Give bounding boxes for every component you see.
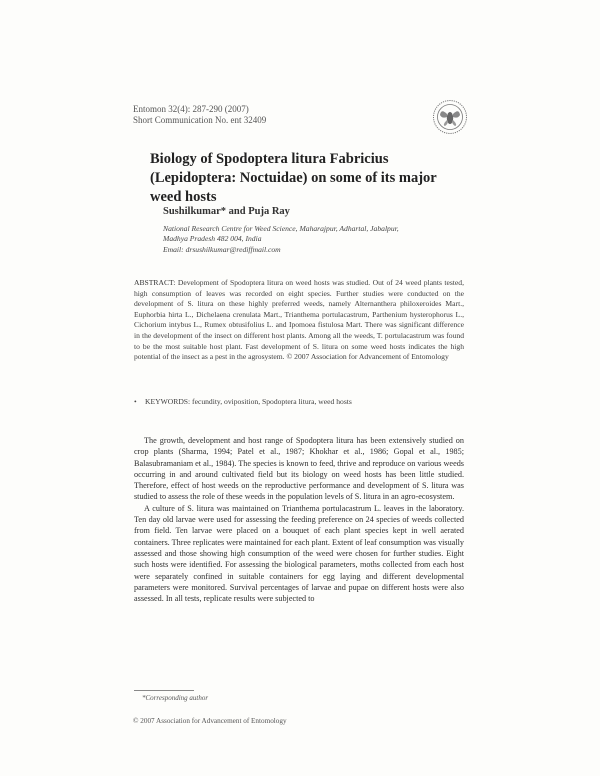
keywords-label: KEYWORDS: xyxy=(145,397,191,406)
affiliation xyxy=(163,224,463,255)
keywords-bullet: • xyxy=(134,397,137,406)
keywords xyxy=(145,397,465,407)
abstract-text: Development of Spodoptera litura on weed hosts was studied. Out of 24 weed plants tested, high consumption of leaves was recorded on eight species. Further studies were conducted on the development of S. litura on these highly preferred weeds, namely Alternanthera philoxeroides Mart., Euphorbia hirta L., Dichelaena crenulata Mart., Trianthema portulacastrum, Parthenium hysterophorus L., Cichorium intybus L., Rumex obtusifolius L. and Ipomoea fistulosa Mart. There was significant difference in the development of the insect on different host plants. Among all the weeds, T. portulacastrum was found to be the most suitable host plant. Fast development of S. litura on some weed hosts indicates the high potential of the insect as a pest in the agrosystem. xyxy=(134,278,464,362)
keywords-text: fecundity, oviposition, Spodoptera litura, weed hosts xyxy=(192,397,352,406)
footnote-rule xyxy=(134,690,194,691)
abstract xyxy=(134,278,464,363)
society-seal-icon xyxy=(432,99,468,135)
paper-title: Biology of Spodoptera litura Fabricius (Lepidoptera: Noctuidae) on some of its major weed hosts xyxy=(150,151,437,205)
affiliation-line-1: National Research Centre for Weed Science, Maharajpur, Adhartal, Jabalpur, xyxy=(163,224,399,233)
body-text xyxy=(134,435,464,604)
body-paragraph-1: The growth, development and host range of Spodoptera litura has been extensively studied on crop plants (Sharma, 1994; Patel et al., 1987; Khokhar et al., 1986; Gopal et al., 1985; Balasubramaniam et al., 1984). The species is known to feed, thrive and reproduce on various weeds occurring in and around cultivated field but its biology on weed hosts has been little studied. Therefore, effect of host weeds on the reproductive performance and development of S. litura was studied to assess the role of these weeds in the population levels of S. litura in an agro-ecosystem. xyxy=(134,436,464,502)
abstract-copyright: © 2007 Association for Advancement of Entomology xyxy=(286,352,449,362)
affiliation-line-2: Madhya Pradesh 482 004, India xyxy=(163,234,262,244)
abstract-label: ABSTRACT: xyxy=(134,278,176,287)
journal-citation: Entomon 32(4): 287-290 (2007) xyxy=(133,104,249,114)
corresponding-author-footnote: *Corresponding author xyxy=(142,694,209,702)
footer-copyright: © 2007 Association for Advancement of Entomology xyxy=(133,717,287,725)
body-paragraph-2: A culture of S. litura was maintained on Trianthema portulacastrum L. leaves in the laboratory. Ten day old larvae were used for assessing the feeding preference on 24 species of weeds collected from field. Ten larvae were placed on a bouquet of each plant species kept in well aerated containers. Three replicates were maintained for each plant. Extent of leaf consumption was visually assessed and those showing high consumption of the weed were chosen for further studies. Eight such hosts were identified. For assessing the biological parameters, moths collected from each host were separately confined in suitable containers for egg laying and different developmental parameters were monitored. Survival percentages of larvae and pupae on different hosts were also assessed. In all tests, replicate results were subjected to xyxy=(134,503,464,604)
affiliation-email: Email: drsushilkumar@rediffmail.com xyxy=(163,244,281,254)
authors: Sushilkumar* and Puja Ray xyxy=(163,206,290,217)
communication-number: Short Communication No. ent 32409 xyxy=(133,115,267,125)
